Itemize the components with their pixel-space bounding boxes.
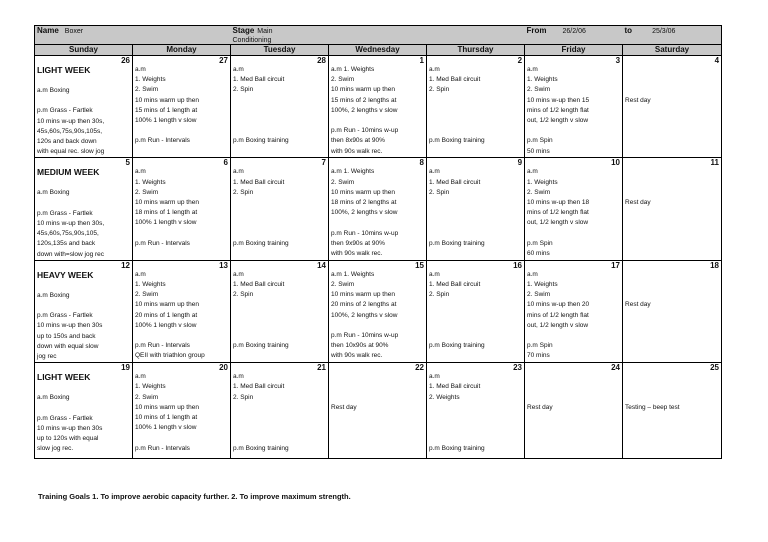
date-number: 12 <box>121 260 130 270</box>
name-value: Boxer <box>64 28 84 35</box>
day-cell <box>329 260 427 362</box>
date-number: 26 <box>121 56 130 65</box>
date-number: 23 <box>513 363 523 373</box>
session-text: Rest day <box>625 301 651 309</box>
week-row-1 <box>35 56 722 158</box>
week-label: HEAVY WEEK <box>37 269 94 280</box>
date-number: 7 <box>321 158 326 168</box>
date-number: 25 <box>710 363 720 373</box>
day-cell <box>329 363 427 459</box>
session-text: a.m 1. Weights 2. Swim 10 mins warm up then 20 mins of 2 lengths at 100%, 2 lengths v slow p.m Run - 10mins w-up then 10x90s at 90% with 90s walk rec. <box>331 270 399 360</box>
session-text: a.m 1. Med Ball circuit 2. Spin p.m Boxing training <box>233 373 289 452</box>
date-number: 17 <box>611 260 621 270</box>
week-label: LIGHT WEEK <box>37 372 91 383</box>
training-calendar <box>34 25 721 459</box>
date-number: 13 <box>219 260 228 270</box>
week-row-4 <box>35 363 722 459</box>
from-label: From <box>526 26 547 35</box>
date-number: 1 <box>419 56 424 65</box>
session-text: a.m 1. Weights 2. Swim 10 mins warm up then 18 mins of 1 length at 100% 1 length v slow p.m Run - Intervals <box>135 168 199 247</box>
session-text: a.m Boxing p.m Grass - Fartlek 10 mins w-up then 30s up to 120s with equal slow jog rec. <box>37 394 103 453</box>
session-text: Rest day <box>625 199 651 207</box>
header-row <box>35 26 722 45</box>
day-cell <box>329 56 427 158</box>
session-text: a.m 1. Weights 2. Swim 10 mins warm up then 20 mins of 1 length at 100% 1 length v slow p.m Run - Intervals QEII with triathlon group <box>135 270 205 360</box>
session-text: a.m 1. Med Ball circuit 2. Weights p.m Boxing training <box>429 373 485 452</box>
day-saturday: Saturday <box>623 45 722 56</box>
day-header-row <box>35 45 722 56</box>
day-cell <box>231 56 329 158</box>
session-text: a.m 1. Weights 2. Swim 10 mins warm up then 15 mins of 2 lengths at 100%, 2 lengths v slow p.m Run - 10mins w-up then 8x90s at 90% with 90s walk rec. <box>331 66 399 155</box>
date-number: 28 <box>317 56 326 65</box>
day-cell <box>623 56 722 158</box>
date-number: 10 <box>611 158 621 168</box>
session-text: a.m 1. Weights 2. Swim 10 mins w-up then 18 mins of 1/2 length flat out, 1/2 length v slow p.m Spin 60 mins <box>527 168 590 258</box>
day-cell <box>35 363 133 459</box>
stage-value-2: Conditioning <box>232 37 272 44</box>
date-number: 2 <box>517 56 523 65</box>
day-thursday: Thursday <box>427 45 525 56</box>
week-label: MEDIUM WEEK <box>37 167 100 178</box>
date-number: 4 <box>714 56 720 65</box>
stage-value-1: Main <box>257 28 273 35</box>
date-number: 6 <box>223 158 228 168</box>
date-number: 24 <box>611 363 621 373</box>
from-value: 26/2/06 <box>562 28 586 35</box>
day-cell <box>133 260 231 362</box>
session-text: a.m Boxing p.m Grass - Fartlek 10 mins w-up then 30s up to 150s and back down with equal slow jog rec <box>37 291 103 361</box>
calendar-table <box>34 25 722 459</box>
day-tuesday: Tuesday <box>231 45 329 56</box>
day-cell <box>329 158 427 260</box>
session-text: a.m Boxing p.m Grass - Fartlek 10 mins w-up then 30s, 45s,60s,75s,90s,105, 120s,135s and back down with=slow jog rec <box>37 189 105 258</box>
day-cell <box>525 260 623 362</box>
session-text: a.m 1. Med Ball circuit 2. Spin p.m Boxing training <box>429 168 485 247</box>
from-field <box>525 26 623 45</box>
day-cell <box>35 260 133 362</box>
to-label: to <box>624 26 633 35</box>
day-cell <box>525 56 623 158</box>
to-value: 25/3/06 <box>652 28 676 35</box>
to-field <box>623 26 722 45</box>
day-wednesday: Wednesday <box>329 45 427 56</box>
day-cell <box>35 158 133 260</box>
session-text: a.m 1. Weights 2. Swim 10 mins warm up then 10 mins of 1 length at 100% 1 length v slow p.m Run - Intervals <box>135 373 199 452</box>
day-cell <box>623 363 722 459</box>
date-number: 8 <box>419 158 424 168</box>
stage-field <box>231 26 525 45</box>
session-text: Rest day <box>331 403 357 411</box>
session-text: a.m 1. Weights 2. Swim 10 mins w-up then 15 mins of 1/2 length flat out, 1/2 length v slow p.m Spin 50 mins <box>527 66 590 155</box>
date-number: 3 <box>615 56 621 65</box>
session-text: Rest day <box>625 96 651 104</box>
week-row-3 <box>35 260 722 362</box>
date-number: 16 <box>513 260 523 270</box>
day-cell <box>427 158 525 260</box>
name-label: Name <box>37 26 59 35</box>
day-cell <box>525 363 623 459</box>
day-cell <box>427 363 525 459</box>
date-number: 27 <box>219 56 228 65</box>
day-cell <box>623 260 722 362</box>
day-monday: Monday <box>133 45 231 56</box>
stage-label: Stage <box>232 26 255 35</box>
session-text: a.m 1. Weights 2. Swim 10 mins warm up then 18 mins of 2 lengths at 100%, 2 lengths v slow p.m Run - 10mins w-up then 9x90s at 90% with 90s walk rec. <box>331 168 399 258</box>
session-text: Testing – beep test <box>625 403 680 411</box>
date-number: 18 <box>710 260 720 270</box>
day-cell <box>427 56 525 158</box>
day-cell <box>133 158 231 260</box>
week-row-2 <box>35 158 722 260</box>
day-cell <box>133 56 231 158</box>
session-text: a.m 1. Med Ball circuit 2. Spin p.m Boxing training <box>429 270 485 350</box>
day-cell <box>231 363 329 459</box>
day-cell <box>231 260 329 362</box>
day-cell <box>133 363 231 459</box>
session-text: Rest day <box>527 403 553 411</box>
day-cell <box>623 158 722 260</box>
session-text: a.m 1. Med Ball circuit 2. Spin p.m Boxing training <box>233 270 289 350</box>
date-number: 15 <box>415 260 424 270</box>
session-text: a.m 1. Med Ball circuit 2. Spin p.m Boxing training <box>233 168 289 247</box>
date-number: 21 <box>317 363 326 373</box>
day-cell <box>427 260 525 362</box>
day-friday: Friday <box>525 45 623 56</box>
day-cell <box>525 158 623 260</box>
date-number: 19 <box>121 363 130 373</box>
date-number: 14 <box>317 260 326 270</box>
session-text: a.m Boxing p.m Grass - Fartlek 10 mins w-up then 30s, 45s,60s,75s,90s,105s, 120s and back down with equal rec. slow jog <box>37 87 105 156</box>
name-field <box>35 26 231 45</box>
session-text: a.m 1. Med Ball circuit 2. Spin p.m Boxing training <box>233 66 289 145</box>
training-goals: Training Goals 1. To improve aerobic capacity further. 2. To improve maximum strength. <box>38 492 351 501</box>
day-cell <box>231 158 329 260</box>
session-text: a.m 1. Med Ball circuit 2. Spin p.m Boxing training <box>429 66 485 145</box>
week-label: LIGHT WEEK <box>37 65 91 75</box>
session-text: a.m 1. Weights 2. Swim 10 mins warm up then 15 mins of 1 length at 100% 1 length v slow p.m Run - Intervals <box>135 66 199 145</box>
session-text: a.m 1. Weights 2. Swim 10 mins w-up then 20 mins of 1/2 length flat out, 1/2 length v slow p.m Spin 70 mins <box>527 270 590 360</box>
day-cell <box>35 56 133 158</box>
day-sunday: Sunday <box>35 45 133 56</box>
date-number: 5 <box>125 158 130 168</box>
date-number: 20 <box>219 363 228 373</box>
date-number: 9 <box>517 158 523 168</box>
date-number: 11 <box>710 158 720 168</box>
date-number: 22 <box>415 363 424 373</box>
